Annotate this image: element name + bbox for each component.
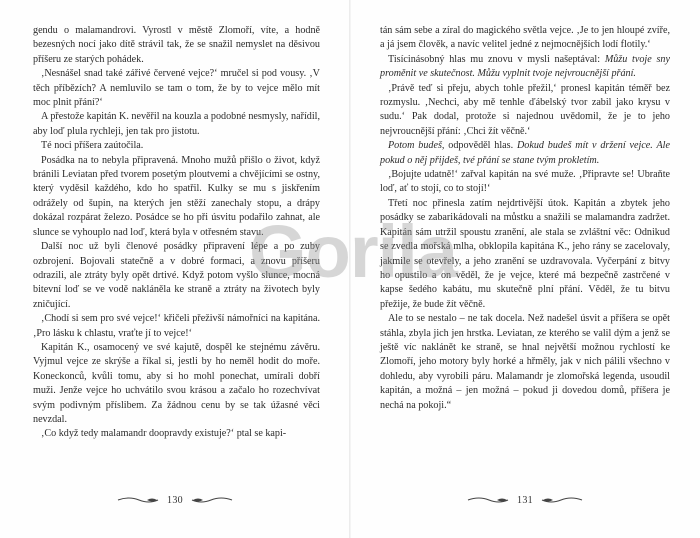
paragraph: Potom budeš, odpověděl hlas. Dokud budeš mít v držení vejce. Ale pokud o něj přijdeš, tvé přání se stane tvým prokletím. bbox=[380, 140, 670, 166]
flourish-ornament-icon bbox=[191, 494, 233, 506]
paragraph: ‚Bojujte udatně!‘ zařval kapitán na své muže. ‚Připravte se! Ubraňte loď, ať to stojí, co to stojí!‘ bbox=[380, 169, 670, 195]
paragraph: Posádka na to nebyla připravená. Mnoho mužů přišlo o život, když bránili Leviatan před tvorem posetým ploutvemi a chvějícími se ostny, který vyděsil každého, kdo ho spatřil. Kulky se mu s jiskřením odrážely od šupin, na kterých jen stěží zanechaly stopu, a drápy dokázal rozpárat železo. Posádce se ho při úsvitu podařilo zahnat, ale slunce se vyhouplo nad loď, která byla v otřesném stavu. bbox=[33, 154, 320, 238]
paragraph: Ale to se nestalo – ne tak docela. Než nadešel úsvit a příšera se opět stáhla, zbyla jich jen hrstka. Leviatan, ze kterého se valil dým a jenž se ještě víc naklánět ke straně, se hnal největší možnou rychlostí ke Zlomoří, jeho motory byly horké a hřměly, jak v nich pálili všechno v dohledu, aby vyrobili páru. Malamandr je zlomořská legenda, usoudil kapitán, a možná – jen možná – pokud ji dovedou domů, příšera je nechá na pokoji.“ bbox=[380, 313, 670, 411]
paragraph: ‚Právě teď si přeju, abych tohle přežil,‘ pronesl kapitán téměř bez rozmyslu. ‚Nechci, aby mě tenhle ďábelský tvor zabil jako krysu v sudu.‘ Pak dodal, protože si najednou uvědomil, že je to jeho nejvroucnější přání: ‚Chci žít věčně.‘ bbox=[380, 82, 670, 137]
paragraph: Třetí noc přinesla zatím nejdrtivější útok. Kapitán a zbytek jeho posádky se zabarikádovali na můstku a snažili se malamandra zadržet. Kapitán sám utržil spoustu zranění, ale stala se zvláštní věc: Odnikud se zvedla mořská mlha, obklopila kapitána K., jeho rány se zacelovaly, jakmile se otevřely, a jeho zranění se uzdravovala. Vyčerpání z bitvy ho opustilo a on věděl, že je vejce, které má bezpečně zastrčené v kapse šedého kabátu, mu skutečně plní přání. Věděl, že tu bitvu přežije, že bude žít věčně. bbox=[380, 197, 670, 310]
paragraph: Tisícinásobný hlas mu znovu v mysli našeptával: Můžu tvoje sny proměnit ve skutečnost. Můžu vyplnit tvoje nejvroucnější přání. bbox=[380, 53, 670, 80]
paragraph: Kapitán K., osamocený ve své kajutě, dospěl ke stejnému závěru. Vyjmul vejce ze skrýše a říkal si, jestli by ho neměl hodit do moře. Koneckonců, kvůli tomu, aby si ho mohl ponechat, umírali dobří muži. Jenže vejce ho uchvátilo svou krásou a začalo ho rozechvívat svým podivným příslibem. Za žádnou cenu by se tak úžasné věci nevzdal. bbox=[33, 341, 320, 425]
paragraph: Další noc už byli členové posádky připravení lépe a po zuby ozbrojení. Bojovali statečně a v dobré formaci, a znovu příšeru odrazili, ale ztráty byly opět drtivé. Když potom vyšlo slunce, mocná bitevní loď se ve vodě nakláněla ke straně a ztráty na životech byly zničující. bbox=[33, 241, 320, 310]
flourish-ornament-icon bbox=[541, 494, 583, 506]
watermark-logo: Gorila bbox=[249, 209, 457, 293]
paragraph: ‚Nesnášel snad také zářivé červené vejce?‘ mručel si pod vousy. ‚V těch příbězích? A nemluvilo se tam o tom, že by to vejce mělo mít moc plnit přání?‘ bbox=[33, 68, 320, 109]
paragraph: ‚Chodí si sem pro své vejce!‘ křičeli přeživší námořníci na kapitána. ‚Pro lásku k chlastu, vraťte jí to vejce!‘ bbox=[33, 313, 320, 339]
page-number: 130 bbox=[167, 494, 183, 506]
right-page-footer bbox=[350, 492, 700, 508]
right-page bbox=[350, 0, 700, 538]
left-page-text bbox=[33, 24, 320, 442]
flourish-ornament-icon bbox=[117, 494, 159, 506]
page-number: 131 bbox=[517, 494, 533, 506]
paragraph: gendu o malamandrovi. Vyrostl v městě Zlomoří, víte, a hodně bezesných nocí jako dítě strávil tak, že se snažil nemyslet na děsivou příšeru ze starých pohádek. bbox=[33, 25, 320, 65]
right-page-text bbox=[380, 24, 670, 413]
paragraph: ‚Co když tedy malamandr doopravdy existuje?‘ ptal se kapi- bbox=[41, 428, 287, 440]
flourish-ornament-icon bbox=[467, 494, 509, 506]
paragraph: A přestože kapitán K. nevěřil na kouzla a podobné nesmysly, nařídil, aby loď plula rychleji, jen tak pro jistotu. bbox=[33, 111, 320, 137]
paragraph: tán sám sebe a zíral do magického světla vejce. ‚Je to jen hloupé zvíře, a já jsem člověk, a navíc velitel jedné z nejmocnějších lodí flotily.‘ bbox=[380, 25, 670, 51]
left-page-footer bbox=[0, 492, 350, 508]
paragraph: Té noci příšera zaútočila. bbox=[41, 140, 144, 152]
